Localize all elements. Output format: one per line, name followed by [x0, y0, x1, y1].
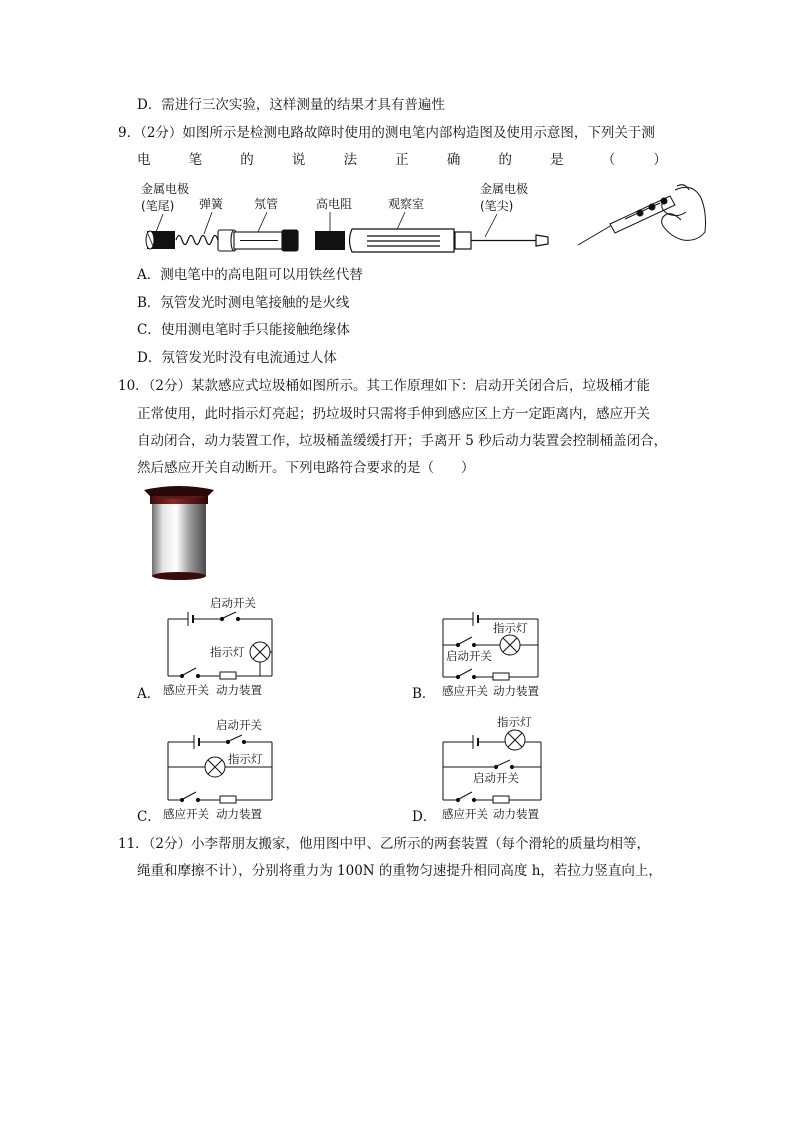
- stem-char: 笔: [188, 152, 203, 168]
- q10-stem-line3: 自动闭合，动力装置工作，垃圾桶盖缓缓打开；手离开 5 秒后动力装置会控制桶盖闭合，: [137, 433, 668, 449]
- circuit-c-indicator-label: 指示灯: [228, 752, 263, 766]
- label-resistor: 高电阻: [316, 197, 353, 211]
- stem-char: 法: [343, 152, 358, 168]
- circuit-b-start-switch-label: 启动开关: [446, 649, 492, 663]
- q8-option-d: D．需进行三次实验，这样测量的结果才具有普遍性: [137, 97, 445, 113]
- circuit-c-start-switch-label: 启动开关: [216, 718, 262, 732]
- q10-stem-line2: 正常使用，此时指示灯亮起；扔垃圾时只需将手伸到感应区上方一定距离内，感应开关: [137, 406, 650, 422]
- circuit-c-motor-label: 动力装置: [216, 807, 262, 821]
- label-metal-tail-2: (笔尾): [141, 199, 175, 213]
- stem-char: 的: [240, 152, 254, 168]
- circuit-d: [443, 730, 541, 803]
- circuit-d-sensor-switch-label: 感应开关: [442, 807, 488, 821]
- q9-option-c: C．使用测电笔时手只能接触绝缘体: [137, 322, 350, 338]
- q9-option-b: B．氖管发光时测电笔接触的是火线: [137, 295, 350, 311]
- circuit-d-motor-label: 动力装置: [493, 807, 539, 821]
- label-metal-tip-1: 金属电极: [480, 182, 529, 196]
- q10-stem-line1: 10．（2分）某款感应式垃圾桶如图所示。其工作原理如下：启动开关闭合后，垃圾桶才能: [118, 378, 651, 394]
- circuit-c-sensor-switch-label: 感应开关: [163, 807, 209, 821]
- circuit-d-indicator-label: 指示灯: [497, 715, 532, 729]
- circuit-b-motor-label: 动力装置: [493, 684, 539, 698]
- circuit-c: [168, 735, 272, 803]
- stem-char: 电: [137, 152, 151, 168]
- label-neon: 氖管: [254, 197, 279, 211]
- q11-stem-line2: 绳重和摩擦不计），分别将重力为 100N 的重物匀速提升相同高度 h，若拉力竖直向上，: [137, 863, 662, 879]
- option-d-letter: D．: [412, 809, 437, 825]
- q9-option-a: A．测电笔中的高电阻可以用铁丝代替: [137, 267, 363, 283]
- option-c-letter: C．: [137, 809, 161, 825]
- circuit-b-sensor-switch-label: 感应开关: [442, 684, 488, 698]
- label-metal-tail-1: 金属电极: [141, 182, 190, 196]
- label-metal-tip-2: (笔尖): [480, 199, 514, 213]
- stem-char: （: [601, 152, 616, 168]
- stem-char: 正: [395, 152, 409, 168]
- option-a-letter: A．: [137, 686, 161, 702]
- label-window: 观察室: [388, 197, 425, 211]
- q10-stem-line4: 然后感应开关自动断开。下列电路符合要求的是（ ）: [137, 460, 475, 476]
- stem-char: 确: [446, 152, 461, 168]
- circuit-b-indicator-label: 指示灯: [493, 621, 528, 635]
- circuit-a-sensor-switch-label: 感应开关: [163, 683, 209, 697]
- stem-char: ）: [653, 152, 667, 168]
- q9-stem-line1: 9．（2分）如图所示是检测电路故障时使用的测电笔内部构造图及使用示意图，下列关于测: [118, 125, 655, 141]
- circuit-d-start-switch-label: 启动开关: [473, 771, 519, 785]
- circuit-a-motor-label: 动力装置: [216, 683, 262, 697]
- stem-char: 说: [291, 152, 306, 168]
- stem-char: 是: [550, 152, 564, 168]
- circuit-a-indicator-label: 指示灯: [210, 645, 245, 659]
- circuit-a-start-switch-label: 启动开关: [210, 596, 256, 610]
- q9-option-d: D．氖管发光时没有电流通过人体: [137, 350, 337, 366]
- label-spring: 弹簧: [199, 197, 224, 211]
- option-b-letter: B．: [412, 686, 436, 702]
- stem-char: 的: [498, 152, 512, 168]
- q11-stem-line1: 11．（2分）小李帮朋友搬家，他用图中甲、乙所示的两套装置（每个滑轮的质量均相等，: [118, 836, 651, 852]
